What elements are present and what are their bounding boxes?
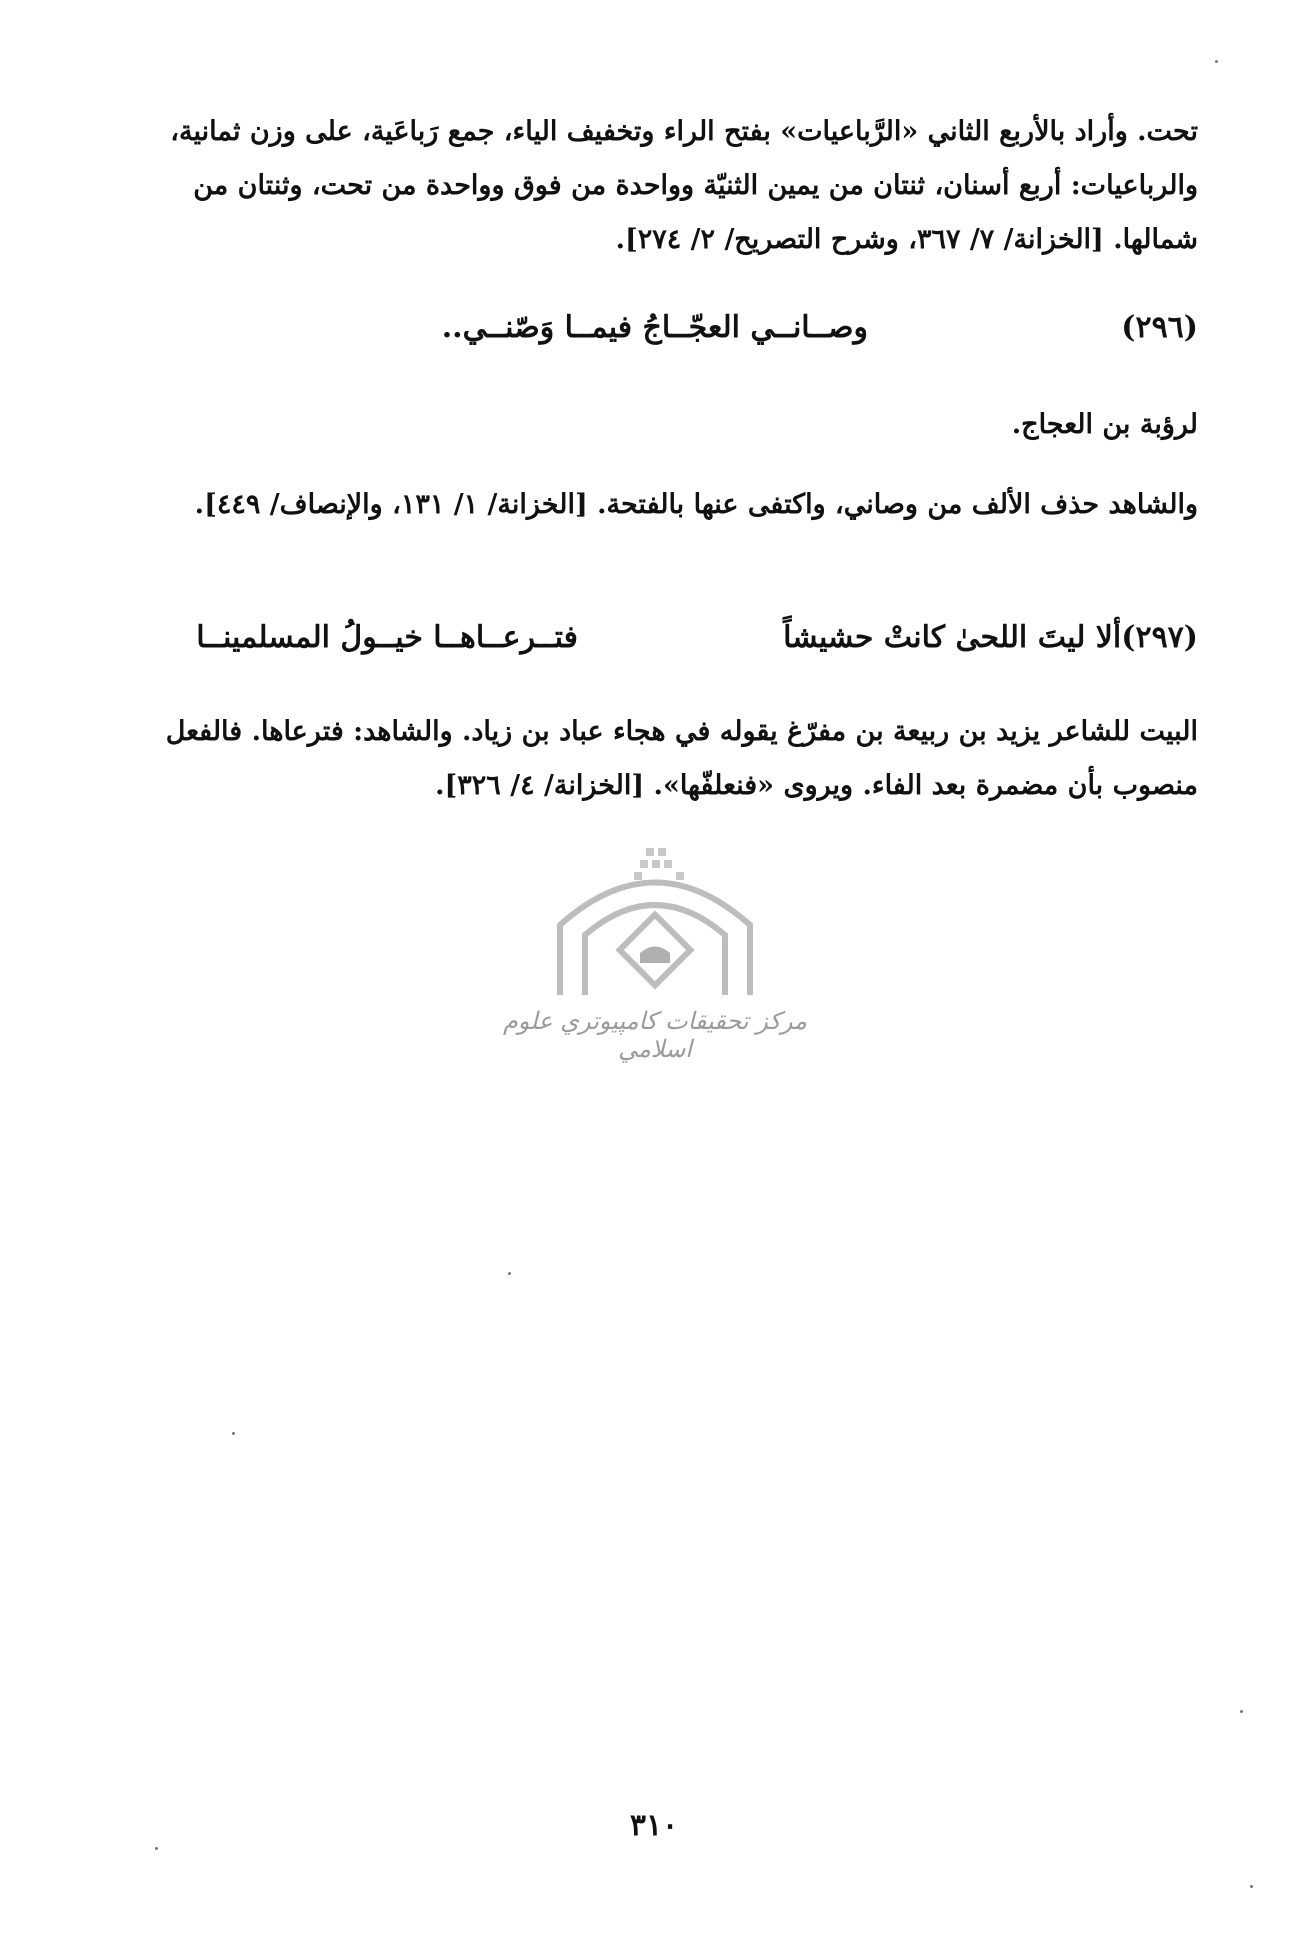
entry-number: (٢٩٧) <box>1121 620 1198 655</box>
paragraph-continuation: تحت. وأراد بالأربع الثاني «الرَّباعيات» بفتح الراء وتخفيف الياء، جمع رَباعَية، على وزن ثمانية، والرباعيات: أربع أسنان، ثنتان من يمين الثنيّة وواحدة من فوق وواحدة من تحت، وثنتان من شمالها. [الخزانة/ ٧/ ٣٦٧، وشرح التصريح/ ٢/ ٢٧٤]. <box>170 116 1198 255</box>
entry-297 <box>108 620 1198 680</box>
scan-speck <box>232 1432 235 1435</box>
hemistich-text: ألا ليتَ اللحىٰ كانتْ حشيشاً <box>783 620 1122 655</box>
verse-second-hemistich: فتــرعــاهــا خيــولُ المسلمينــا <box>196 620 578 655</box>
watermark-seal <box>490 835 820 1065</box>
verse-first-hemistich <box>783 620 1198 655</box>
verse-commentary: البيت للشاعر يزيد بن ربيعة بن مفرّغ يقوله في هجاء عباد بن زياد. والشاهد: فترعاها. فالفعل منصوب بأن مضمرة بعد الفاء. ويروى «فنعلفّها». [الخزانة/ ٤/ ٣٢٦]. <box>165 716 1198 801</box>
verse-line: وصــانــي العجّــاجُ فيمــا وَصّنــي.. <box>441 310 868 345</box>
watermark-caption: مركز تحقيقات كامپيوتري علوم اسلامي <box>503 1007 807 1063</box>
scan-speck <box>508 1272 511 1275</box>
entry-296 <box>108 310 1198 370</box>
verse-attribution: لرؤبة بن العجاج. <box>1011 409 1198 440</box>
entry-number: (٢٩٦) <box>1121 310 1198 345</box>
scan-speck <box>1250 1885 1253 1888</box>
page-number: ٣١٠ <box>629 1808 679 1843</box>
scan-speck <box>1215 60 1218 63</box>
verse-commentary: والشاهد حذف الألف من وصاني، واكتفى عنها بالفتحة. [الخزانة/ ١/ ١٣١، والإنصاف/ ٤٤٩]. <box>194 489 1198 520</box>
scan-speck <box>155 1847 158 1850</box>
scan-speck <box>1240 1710 1243 1713</box>
